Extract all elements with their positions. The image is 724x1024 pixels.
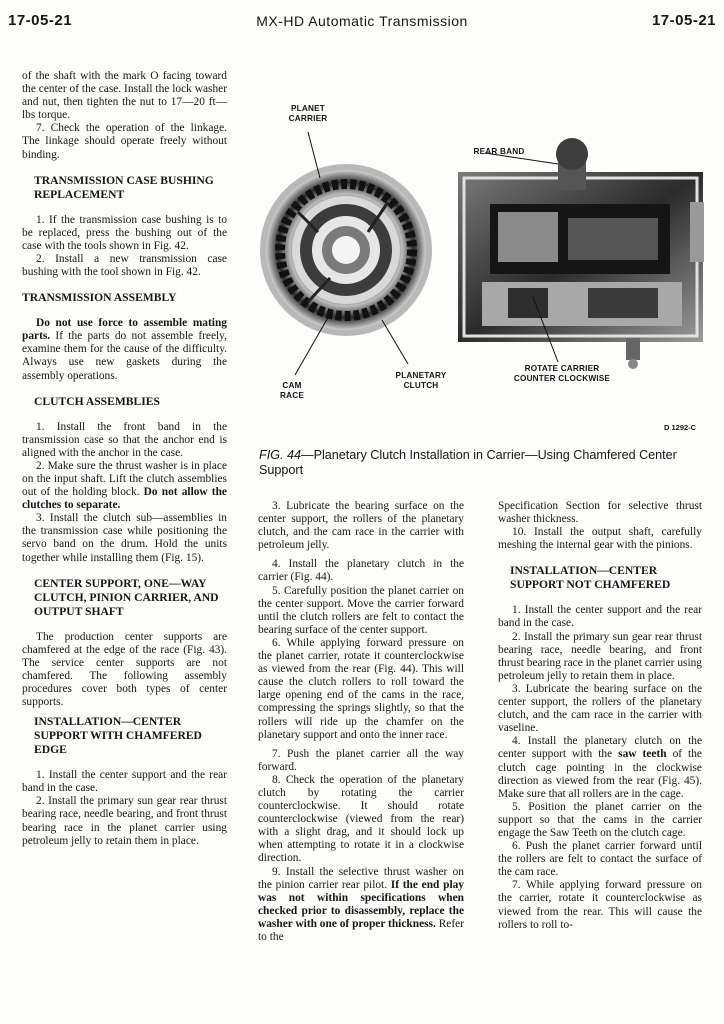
paragraph: 6. Push the planet carrier forward until the rollers are felt to contact the surface of the cam race.	[498, 840, 702, 879]
paragraph: 2. Install the primary sun gear rear thrust bearing race, needle bearing, and front thrust bearing race in the planet carrier using petroleum jelly to retain them in place.	[22, 795, 227, 847]
label-cam-race: CAM RACE	[280, 381, 304, 400]
paragraph: 7. Push the planet carrier all the way forward.	[258, 747, 464, 773]
paragraph-text: If the parts do not assemble freely, examine them for the cause of the difficulty. Always use new gaskets during the assembly operations.	[22, 330, 227, 382]
paragraph: 1. If the transmission case bushing is to be replaced, press the bushing out of the case with the tools shown in Fig. 42.	[22, 213, 227, 252]
paragraph: The production center supports are chamfered at the edge of the race (Fig. 43). The service center supports are not chamfered. The following assembly procedures cover both types of center supports.	[22, 630, 227, 709]
section-heading: CENTER SUPPORT, ONE—WAY CLUTCH, PINION CARRIER, AND OUTPUT SHAFT	[34, 576, 219, 618]
paragraph: 1. Install the center support and the rear band in the case.	[498, 604, 702, 630]
bold-text: If the end play was not within specifications when checked prior to disassembly, replace the washer with one of proper thickness.	[258, 878, 464, 930]
paragraph	[258, 866, 464, 945]
figure-code: D 1292-C	[664, 423, 697, 432]
paragraph	[22, 317, 227, 382]
label-rotate-carrier: ROTATE CARRIER COUNTER CLOCKWISE	[513, 364, 611, 383]
paragraph: 7. Check the operation of the linkage. The linkage should operate freely without binding.	[22, 122, 227, 161]
paragraph: 3. Lubricate the bearing surface on the center support, the rollers of the planetary clutch, and the cam race in the carrier with vaseline.	[498, 682, 702, 735]
section-heading: TRANSMISSION CASE BUSHING REPLACEMENT	[34, 173, 214, 201]
text-column-2	[258, 500, 464, 944]
paragraph: 8. Check the operation of the planetary clutch by rotating the carrier counterclockwise. It should rotate counterclockwise (viewed from the rear) with a slight drag, and it should lock up when attempting to rotate it in a clockwise direction.	[258, 773, 464, 865]
section-heading: INSTALLATION—CENTER SUPPORT NOT CHAMFERED	[510, 564, 671, 592]
paragraph	[498, 735, 702, 800]
paragraph: Specification Section for selective thrust washer thickness.	[498, 500, 702, 526]
paragraph: 6. While applying forward pressure on the planet carrier, rotate it counterclockwise as viewed from the rear (Fig. 44). This will cause the clutch rollers to roll toward the large opening end of the cams in the race, compressing the springs slightly, so that the rollers will ride up the chamfer on the planetary support and onto the inner race.	[258, 636, 464, 741]
bold-text: saw teeth	[618, 748, 667, 761]
paragraph: 3. Install the clutch sub—assemblies in the transmission case while positioning the servo band on the drum. Hold the units together while installing them (Fig. 15).	[22, 512, 227, 564]
clutch-installation-photo	[258, 92, 720, 437]
text-column-1	[22, 70, 227, 848]
paragraph-text: 2. Make sure the thrust washer is in place on the input shaft. Lift the clutch assemblies out of the holding block.	[22, 459, 227, 499]
bold-text: Do not use force to assemble mating parts.	[22, 317, 227, 343]
paragraph: 1. Install the center support and the rear band in the case.	[22, 769, 227, 795]
caption-text: —Planetary Clutch Installation in Carrier—Using Chamfered Center Support	[259, 448, 677, 477]
figure-44	[258, 92, 720, 437]
paragraph-text: Refer to the	[258, 917, 464, 943]
paragraph-text: of the clutch cage pointing in the clockwise direction as viewed from the rear (Fig. 45). Make sure that all rollers are in the cage.	[498, 748, 702, 800]
page-number-left: 17-05-21	[8, 12, 73, 29]
paragraph: 3. Lubricate the bearing surface on the center support, the rollers of the planetary clutch, and the cam race in the carrier with petroleum jelly.	[258, 500, 464, 552]
paragraph: 2. Install the primary sun gear rear thrust bearing race, needle bearing, and front thrust bearing race in the planet carrier using petroleum jelly to retain them in place.	[498, 630, 702, 682]
paragraph: 4. Install the planetary clutch in the carrier (Fig. 44).	[258, 558, 464, 584]
section-heading: TRANSMISSION ASSEMBLY	[22, 291, 177, 305]
running-title: MX-HD Automatic Transmission	[256, 13, 468, 29]
caption-number: FIG. 44	[259, 448, 301, 462]
page-number-right: 17-05-21	[651, 12, 716, 29]
paragraph	[22, 460, 227, 512]
section-heading: INSTALLATION—CENTER SUPPORT WITH CHAMFERED EDGE	[34, 715, 202, 757]
paragraph: 7. While applying forward pressure on the carrier, rotate it counterclockwise as viewed from the rear. This will cause the rollers to roll to-	[498, 879, 702, 931]
paragraph-text: 4. Install the planetary clutch on the center support with the	[498, 735, 702, 761]
paragraph: 2. Install a new transmission case bushing with the tool shown in Fig. 42.	[22, 252, 227, 279]
paragraph: 10. Install the output shaft, carefully meshing the internal gear with the pinions.	[498, 526, 702, 552]
paragraph: 5. Position the planet carrier on the support so that the cams in the carrier engage the Saw Teeth on the clutch cage.	[498, 800, 702, 839]
label-planet-carrier: PLANET CARRIER	[288, 104, 328, 123]
figure-caption	[259, 448, 714, 478]
label-rear-band: REAR BAND	[473, 147, 525, 156]
section-heading: CLUTCH ASSEMBLIES	[34, 394, 160, 408]
bold-text: Do not allow the clutches to separate.	[22, 486, 227, 512]
text-column-3	[498, 500, 702, 932]
paragraph: of the shaft with the mark O facing toward the center of the case. Install the lock washer and nut, then tighten the nut to 17—20 ft—lbs torque.	[22, 70, 227, 122]
paragraph: 1. Install the front band in the transmission case so that the anchor end is aligned with the anchor in the case.	[22, 420, 227, 459]
paragraph: 5. Carefully position the planet carrier on the center support. Move the carrier forward until the clutch rollers are felt to contact the bearing surface of the center support.	[258, 584, 464, 636]
label-planetary-clutch: PLANETARY CLUTCH	[395, 371, 447, 390]
paragraph-text: 9. Install the selective thrust washer on the pinion carrier rear pilot.	[258, 865, 464, 891]
